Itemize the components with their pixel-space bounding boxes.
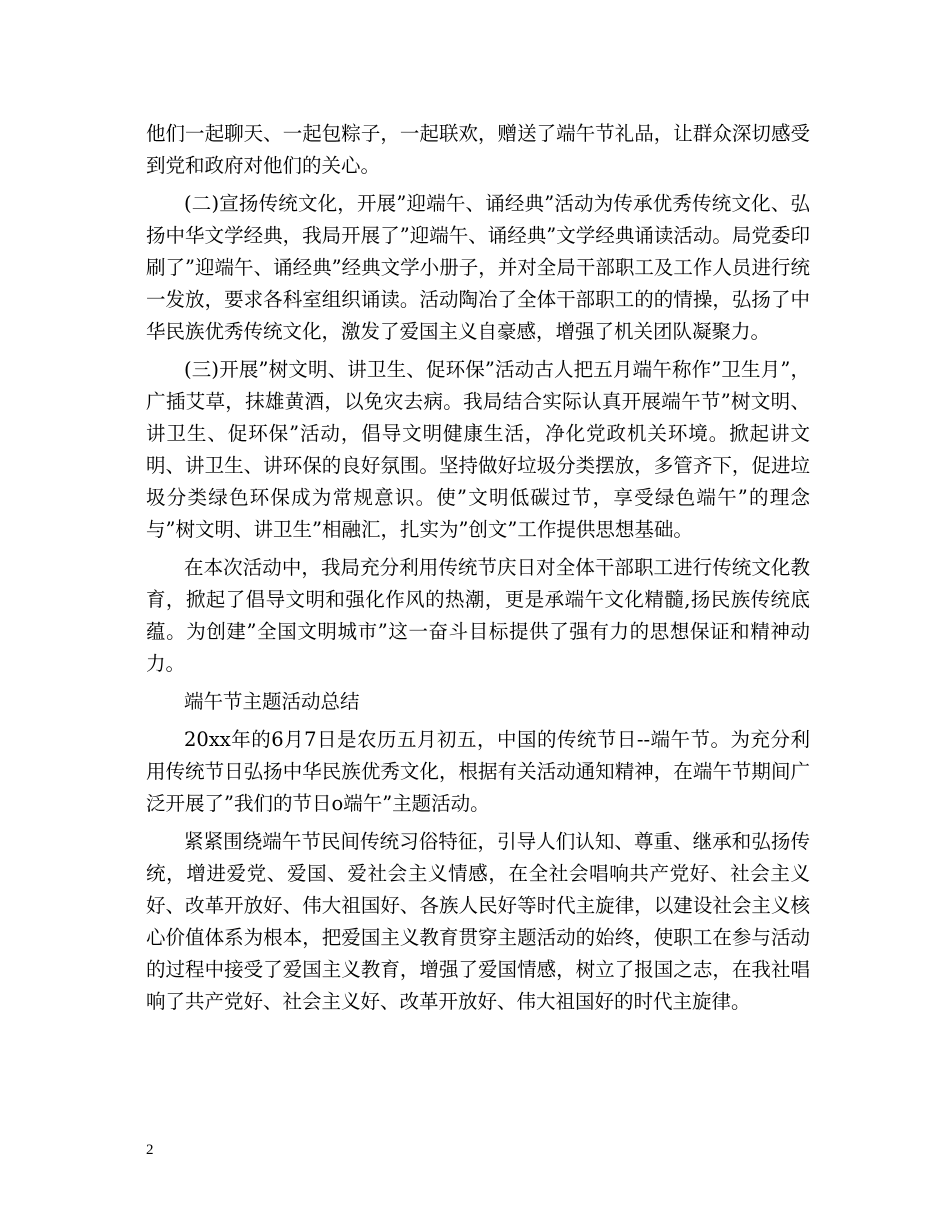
paragraph-4: 在本次活动中，我局充分利用传统节庆日对全体干部职工进行传统文化教育，掀起了倡导文明和强化作风的热潮，更是承端午文化精髓,扬民族传统底蕴。为创建”全国文明城市”这一奋斗目标提供了强有力的思想保证和精神动力。 [146,556,810,675]
section-heading: 端午节主题活动总结 [184,690,360,713]
paragraph-3: (三)开展”树文明、讲卫生、促环保”活动古人把五月端午称作”卫生月”，广插艾草，抹雄黄酒，以免灾去病。我局结合实际认真开展端午节”树文明、讲卫生、促环保”活动，倡导文明健康生活，净化党政机关环境。掀起讲文明、讲卫生、讲环保的良好氛围。坚持做好垃圾分类摆放，多管齐下，促进垃圾分类绿色环保成为常规意识。使”文明低碳过节，享受绿色端午”的理念与”树文明、讲卫生”相融汇，扎实为”创文”工作提供思想基础。 [146,358,810,541]
paragraph-1: 他们一起聊天、一起包粽子，一起联欢，赠送了端午节礼品，让群众深切感受到党和政府对他们的关心。 [146,122,810,177]
paragraph-6: 紧紧围绕端午节民间传统习俗特征，引导人们认知、尊重、继承和弘扬传统，增进爱党、爱国、爱社会主义情感，在全社会唱响共产党好、社会主义好、改革开放好、伟大祖国好、各族人民好等时代主旋律，以建设社会主义核心价值体系为根本，把爱国主义教育贯穿主题活动的始终，使职工在参与活动的过程中接受了爱国主义教育，增强了爱国情感，树立了报国之志，在我社唱响了共产党好、社会主义好、改革开放好、伟大祖国好的时代主旋律。 [146,830,810,1013]
paragraph-2: (二)宣扬传统文化，开展”迎端午、诵经典”活动为传承优秀传统文化、弘扬中华文学经典，我局开展了”迎端午、诵经典”文学经典诵读活动。局党委印刷了”迎端午、诵经典”经典文学小册子，并对全局干部职工及工作人员进行统一发放，要求各科室组织诵读。活动陶冶了全体干部职工的的情操，弘扬了中华民族优秀传统文化，激发了爱国主义自豪感，增强了机关团队凝聚力。 [146,192,810,343]
document-body [146,118,810,1024]
page-number: 2 [146,1142,154,1158]
paragraph-5: 20xx年的6月7日是农历五月初五，中国的传统节日--端午节。为充分利用传统节日弘扬中华民族优秀文化，根据有关活动通知精神，在端午节期间广泛开展了”我们的节日ο端午”主题活动。 [146,728,810,815]
